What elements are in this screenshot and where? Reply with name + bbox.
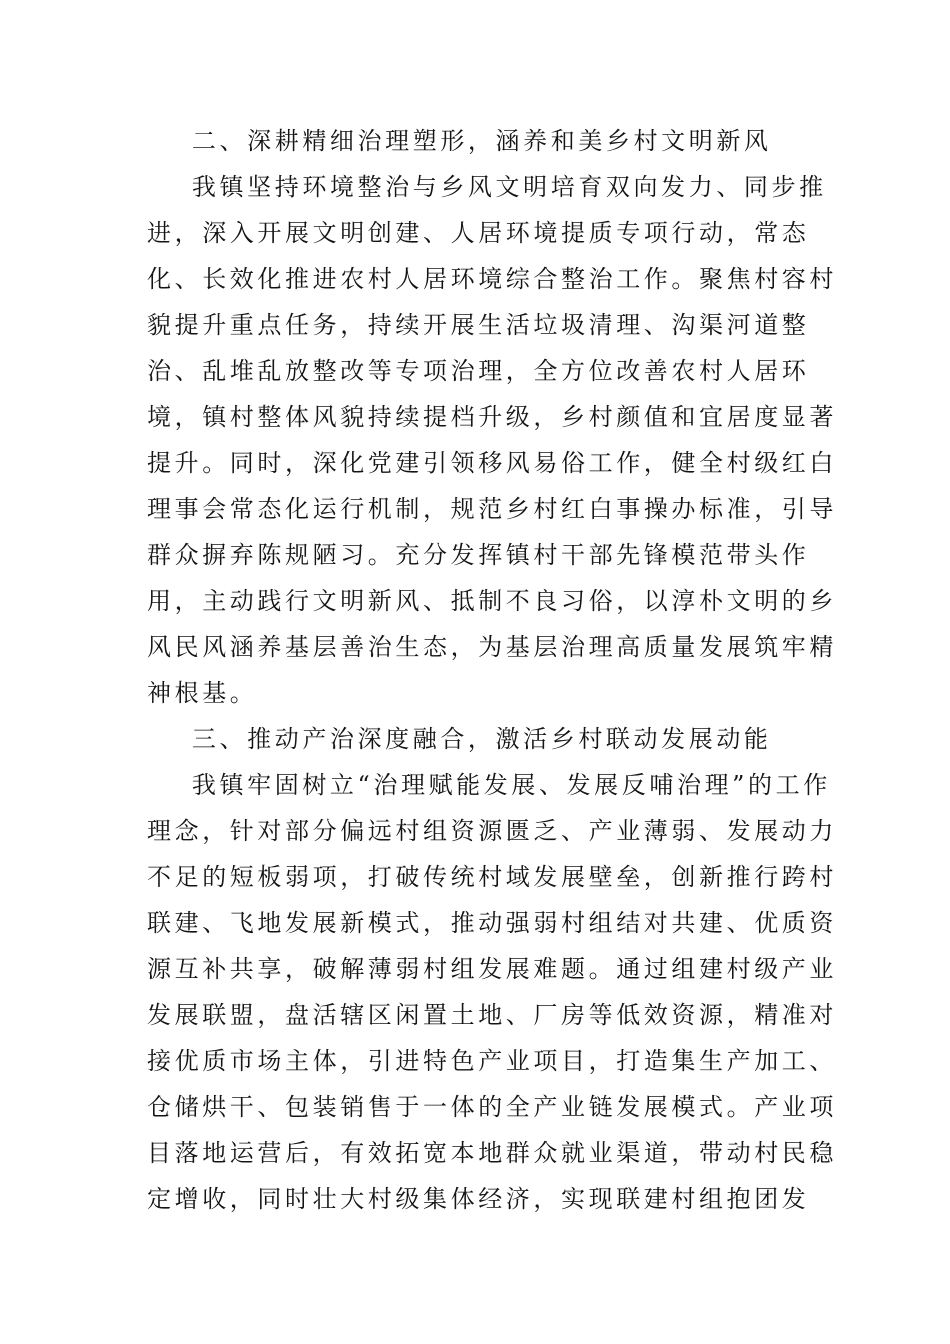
text-line: 理事会常态化运行机制，规范乡村红白事操办标准，引导 (147, 495, 837, 523)
text-line: 治、乱堆乱放整改等专项治理，全方位改善农村人居环 (147, 357, 810, 385)
text-line: 神根基。 (147, 679, 258, 707)
text-line: 化、长效化推进农村人居环境综合整治工作。聚焦村容村 (147, 265, 837, 293)
text-line: 貌提升重点任务，持续开展生活垃圾清理、沟渠河道整 (147, 311, 810, 339)
text-line: 仓储烘干、包装销售于一体的全产业链发展模式。产业项 (147, 1093, 837, 1121)
text-line: 我镇牢固树立“治理赋能发展、发展反哺治理”的工作 (147, 771, 831, 799)
text-line: 提升。同时，深化党建引领移风易俗工作，健全村级红白 (147, 449, 837, 477)
text-line: 目落地运营后，有效拓宽本地群众就业渠道，带动村民稳 (147, 1139, 837, 1167)
text-line: 发展联盟，盘活辖区闲置土地、厂房等低效资源，精准对 (147, 1001, 837, 1029)
text-line: 群众摒弃陈规陋习。充分发挥镇村干部先锋模范带头作 (147, 541, 810, 569)
section-three-heading: 三、推动产治深度融合，激活乡村联动发展动能 (147, 725, 772, 753)
text-line: 用，主动践行文明新风、抵制不良习俗，以淳朴文明的乡 (147, 587, 837, 615)
text-line: 接优质市场主体，引进特色产业项目，打造集生产加工、 (147, 1047, 837, 1075)
text-line: 风民风涵养基层善治生态，为基层治理高质量发展筑牢精 (147, 633, 837, 661)
text-line: 进，深入开展文明创建、人居环境提质专项行动，常态 (147, 219, 810, 247)
section-two-heading: 二、深耕精细治理塑形，涵养和美乡村文明新风 (147, 127, 772, 155)
text-line: 定增收，同时壮大村级集体经济，实现联建村组抱团发 (147, 1185, 810, 1213)
text-line: 我镇坚持环境整治与乡风文明培育双向发力、同步推 (147, 173, 827, 201)
text-line: 理念，针对部分偏远村组资源匮乏、产业薄弱、发展动力 (147, 817, 837, 845)
text-line: 境，镇村整体风貌持续提档升级，乡村颜值和宜居度显著 (147, 403, 837, 431)
text-line: 不足的短板弱项，打破传统村域发展壁垒，创新推行跨村 (147, 863, 837, 891)
text-line: 源互补共享，破解薄弱村组发展难题。通过组建村级产业 (147, 955, 837, 983)
document-body (147, 118, 837, 1222)
text-line: 联建、飞地发展新模式，推动强弱村组结对共建、优质资 (147, 909, 837, 937)
